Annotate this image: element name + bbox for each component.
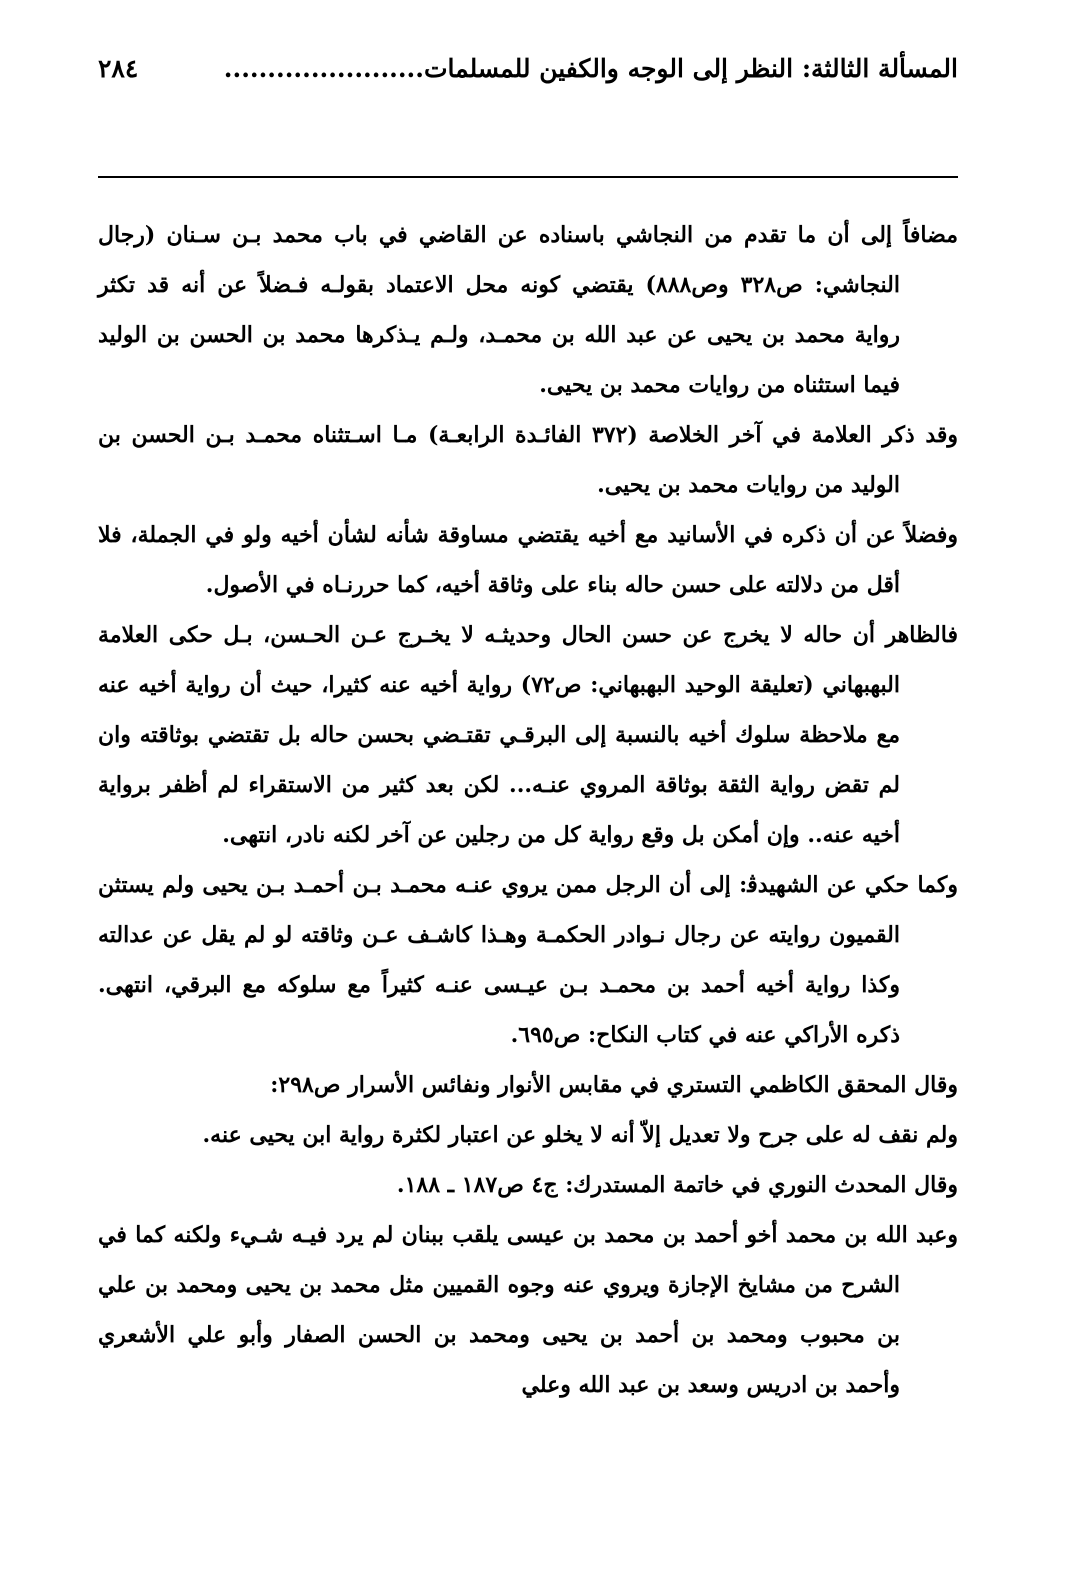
paragraph: وقد ذكر العلامة في آخر الخلاصة (٣٧٢ الفائـدة الرابعـة) مـا اسـتثناه محمـد بـن الحسن بن الوليد من روايات محمد بن يحيى. [98,422,959,498]
paragraph: مضافاً إلى أن ما تقدم من النجاشي باسناده عن القاضي في باب محمد بـن سـنان (رجال النجاشي: ص٣٢٨ وص٨٨٨) يقتضي كونه محل الاعتماد بقولـه فـضلاً عن أنه قد تكثر رواية محمد بن يحيى عن عبد الله بن محمـد، ولـم يـذكرها محمد بن الحسن بن الوليد فيما استثناه من روايات محمد بن يحيى. [98,222,958,398]
paragraph: وقال المحدث النوري في خاتمة المستدرك: ج٤ ص١٨٧ ـ ١٨٨. [396,1172,958,1198]
paragraph: ولم نقف له على جرح ولا تعديل إلاّ أنه لا يخلو عن اعتبار لكثرة رواية ابن يحيى عنه. [202,1122,958,1148]
paragraph: وفضلاً عن أن ذكره في الأسانيد مع أخيه يقتضي مساوقة شأنه لشأن أخيه ولو في الجملة، فلا أقل من دلالته على حسن حاله بناء على وثاقة أخيه، كما حررنـاه في الأصول. [98,522,958,598]
page-number: ٢٨٤ [98,54,139,83]
paragraph: فالظاهر أن حاله لا يخرج عن حسن الحال وحديثـه لا يخـرج عـن الحـسن، بـل حكى العلامة البهبهاني (تعليقة الوحيد البهبهاني: ص٧٢) رواية أخيه عنه كثيرا، حيث أن رواية أخيه عنه مع ملاحظة سلوك أخيه بالنسبة إلى البرقـي تقتـضي بحسن حاله بل تقتضي بوثاقته وان لم تقض رواية الثقة بوثاقة المروي عنـه... لكن بعد كثير من الاستقراء لم أظفر برواية أخيه عنه.. وإن أمكن بل وقع رواية كل من رجلين عن آخر لكنه نادر، انتهى. [98,622,958,848]
paragraph: وقال المحقق الكاظمي التستري في مقابس الأنوار ونفائس الأسرار ص٢٩٨: [270,1072,958,1098]
header-divider [98,176,958,178]
paragraph: وعبد الله بن محمد أخو أحمد بن محمد بن عيسى يلقب ببنان لم يرد فيـه شـيء ولكنه كما في الشرح من مشايخ الإجازة ويروي عنه وجوه القميين مثل محمد بن يحيى ومحمد بن علي بن محبوب ومحمد بن أحمد بن يحيى ومحمد بن الحسن الصفار وأبو علي الأشعري وأحمد بن ادريس وسعد بن عبد الله وعلي [98,1222,958,1398]
body-text [98,210,958,1410]
paragraph: وكما حكي عن الشهيدﭬ: إلى أن الرجل ممن يروي عنـه محمـد بـن أحمـد بـن يحيى ولم يستثن القميون روايته عن رجال نـوادر الحكمـة وهـذا كاشـف عـن وثاقته لو لم يقل عن عدالته وكذا رواية أخيه أحمد بن محمـد بـن عيـسى عنـه كثيراً مع سلوكه مع البرقي، انتهى. ذكره الأراكي عنه في كتاب النكاح: ص٦٩٥. [98,872,958,1048]
document-page [98,0,958,1590]
page-header [98,54,958,98]
running-title: المسألة الثالثة: النظر إلى الوجه والكفين للمسلمات....................... [223,54,958,83]
